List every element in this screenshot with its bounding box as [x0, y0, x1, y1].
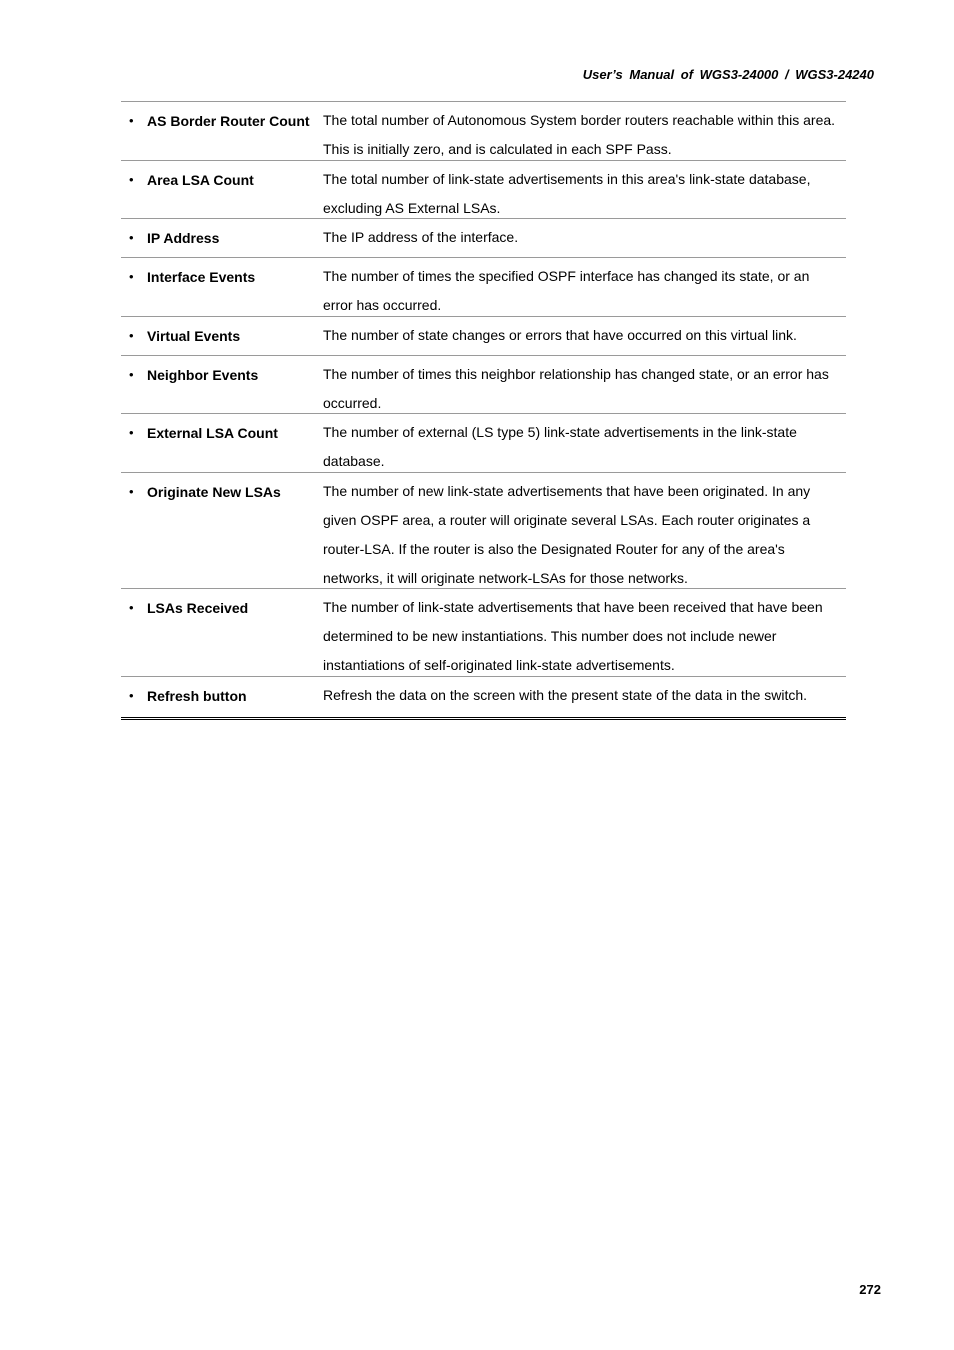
description-cell: The IP address of the interface. [323, 229, 519, 245]
description-cell: The number of new link-state advertisements that have been originated. In any given OSPF area, a router will originate several LSAs. Each router originates a router-LSA. If the router is also the Designated Router for any of the area's networks, it will originate network-LSAs for those networks. [323, 483, 811, 586]
bullet-icon: • [129, 172, 134, 187]
description-cell: Refresh the data on the screen with the present state of the data in the switch. [323, 687, 808, 703]
term-cell [121, 589, 323, 676]
term-cell [121, 258, 323, 316]
bullet-icon: • [129, 600, 134, 615]
table-row [121, 356, 846, 414]
table-row [121, 473, 846, 589]
table-row [121, 317, 846, 356]
bullet-icon: • [129, 269, 134, 284]
description-cell: The number of times the specified OSPF interface has changed its state, or an error has occurred. [323, 268, 810, 313]
page-number: 272 [859, 1282, 881, 1297]
term-label: Refresh button [147, 688, 247, 704]
description-cell: The number of external (LS type 5) link-state advertisements in the link-state database. [323, 424, 797, 469]
term-cell [121, 102, 323, 160]
term-label: Area LSA Count [147, 172, 254, 188]
parameter-table [121, 101, 846, 720]
term-label: IP Address [147, 230, 220, 246]
bullet-icon: • [129, 688, 134, 703]
table-row [121, 414, 846, 473]
table-row [121, 161, 846, 219]
description-cell: The number of state changes or errors that have occurred on this virtual link. [323, 327, 797, 343]
term-label: LSAs Received [147, 600, 249, 616]
bullet-icon: • [129, 425, 134, 440]
table-row [121, 102, 846, 161]
bullet-icon: • [129, 328, 134, 343]
term-label: Neighbor Events [147, 367, 259, 383]
term-cell [121, 677, 323, 715]
table-row [121, 589, 846, 677]
term-cell [121, 161, 323, 218]
term-cell [121, 414, 323, 472]
description-cell: The total number of link-state advertisements in this area's link-state database, excluding AS External LSAs. [323, 171, 811, 216]
term-label: Originate New LSAs [147, 484, 281, 500]
table-row [121, 219, 846, 258]
term-label: Virtual Events [147, 328, 241, 344]
description-cell: The number of times this neighbor relationship has changed state, or an error has occurred. [323, 366, 829, 411]
description-cell: The number of link-state advertisements that have been received that have been determined to be new instantiations. This number does not include newer instantiations of self-originated link-state advertisements. [323, 599, 823, 673]
description-cell: The total number of Autonomous System border routers reachable within this area. This is initially zero, and is calculated in each SPF Pass. [323, 112, 836, 157]
running-header: User’s Manual of WGS3-24000 / WGS3-24240 [582, 67, 874, 82]
bullet-icon: • [129, 113, 134, 128]
bullet-icon: • [129, 230, 134, 245]
term-label: Interface Events [147, 269, 256, 285]
term-cell [121, 356, 323, 413]
term-label: AS Border Router Count [147, 113, 310, 129]
term-cell [121, 473, 323, 588]
bullet-icon: • [129, 484, 134, 499]
term-label: External LSA Count [147, 425, 278, 441]
term-cell [121, 317, 323, 355]
table-row [121, 677, 846, 720]
bullet-icon: • [129, 367, 134, 382]
table-row [121, 258, 846, 317]
term-cell [121, 219, 323, 257]
